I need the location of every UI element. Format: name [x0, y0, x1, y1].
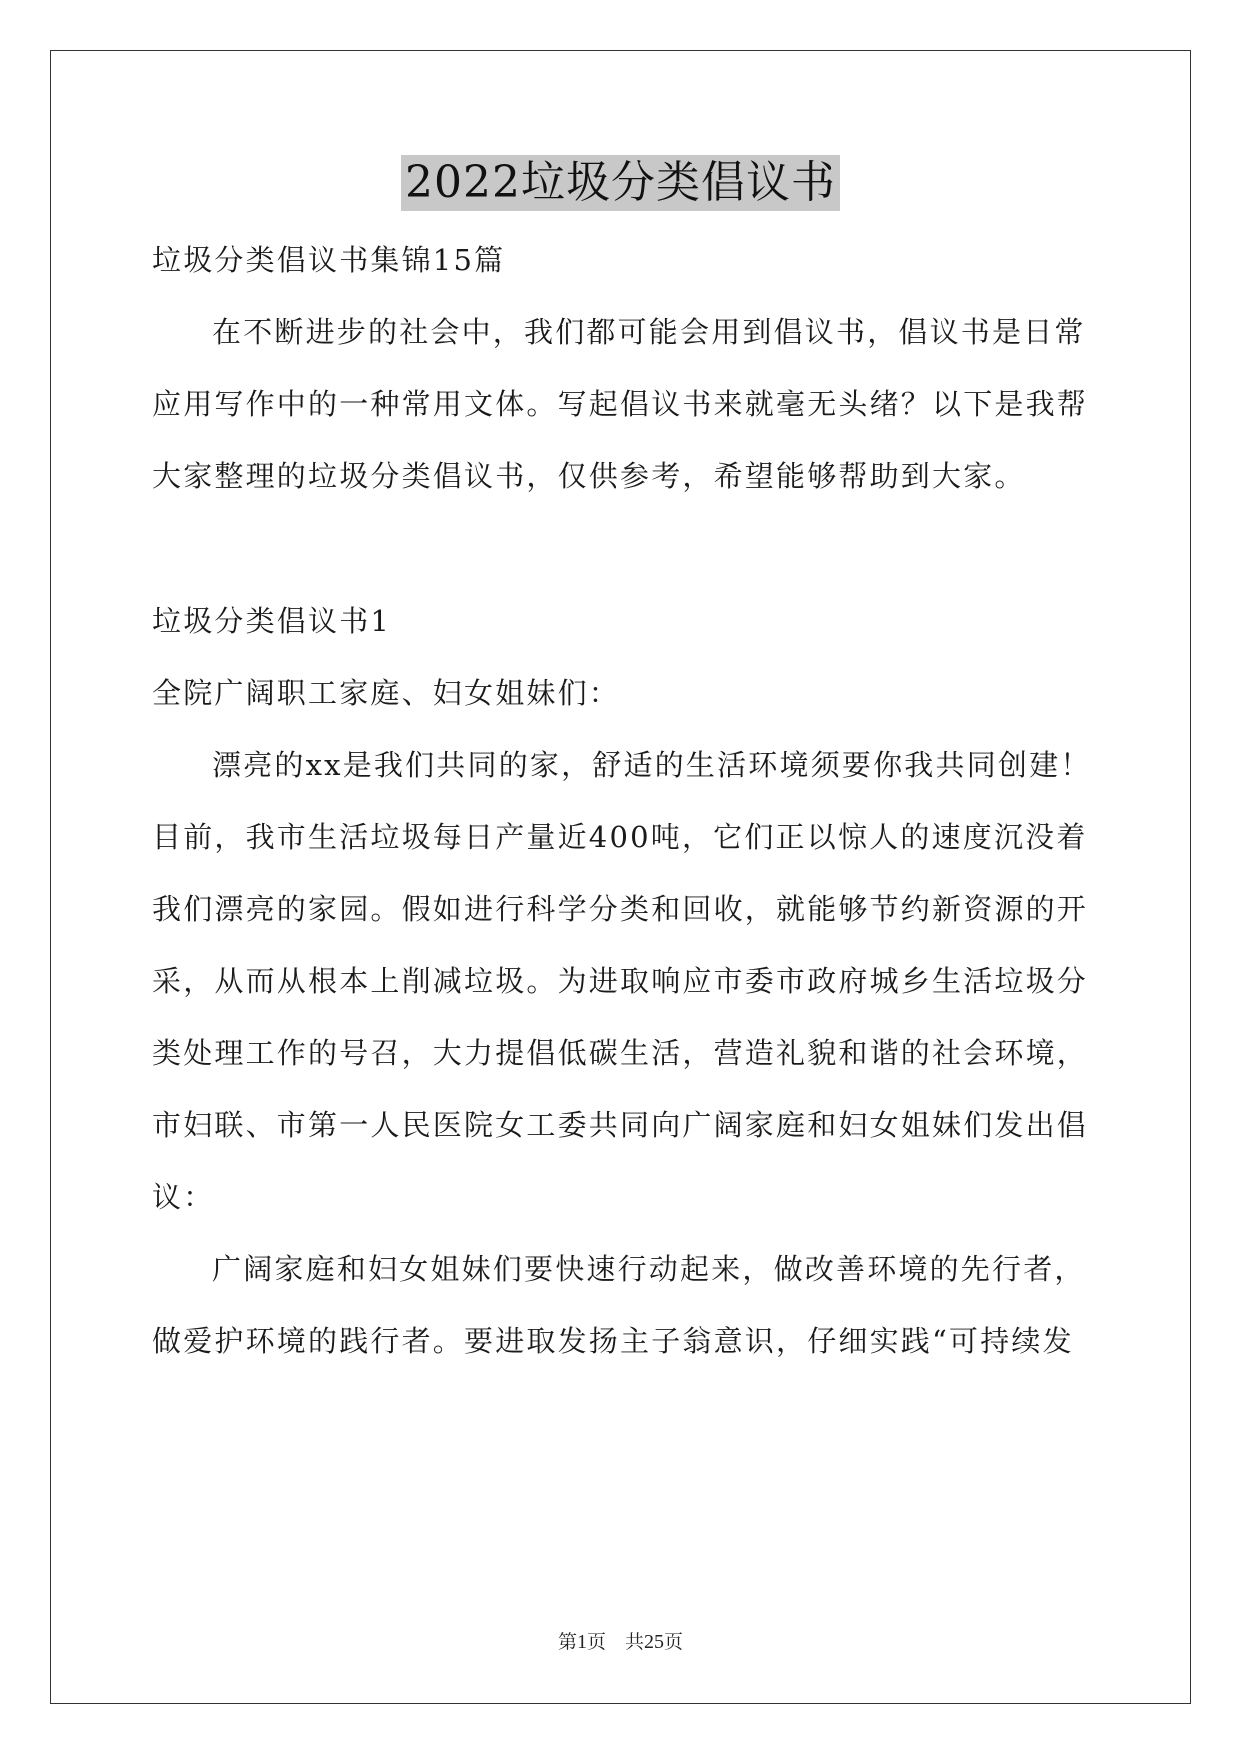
paragraph-line: 大家整理的垃圾分类倡议书，仅供参考，希望能够帮助到大家。 [152, 459, 1026, 493]
paragraph-line: 我们漂亮的家园。假如进行科学分类和回收，就能够节约新资源的开 [152, 892, 1089, 926]
paragraph-line: 市妇联、市第一人民医院女工委共同向广阔家庭和妇女姐妹们发出倡 [152, 1108, 1089, 1142]
footer-middle: 页 共 [586, 1631, 644, 1653]
page-border [50, 50, 1191, 1704]
page-footer [0, 1630, 1241, 1654]
paragraph-line: 目前，我市生活垃圾每日产量近400吨，它们正以惊人的速度沉没着 [152, 820, 1088, 854]
footer-prefix: 第 [557, 1631, 577, 1653]
page-total: 25 [644, 1631, 664, 1653]
section-heading: 垃圾分类倡议书1 [152, 604, 392, 638]
paragraph-line: 做爱护环境的践行者。要进取发扬主子翁意识，仔细实践“可持续发 [152, 1324, 1074, 1358]
title-container [0, 155, 1241, 211]
document-title: 2022垃圾分类倡议书 [401, 155, 840, 211]
paragraph-line: 应用写作中的一种常用文体。写起倡议书来就毫无头绪？以下是我帮 [152, 387, 1089, 421]
paragraph-line: 议： [152, 1180, 215, 1214]
paragraph-line: 广阔家庭和妇女姐妹们要快速行动起来，做改善环境的先行者， [212, 1252, 1086, 1286]
paragraph-line: 类处理工作的号召，大力提倡低碳生活，营造礼貌和谐的社会环境， [152, 1036, 1089, 1070]
paragraph-line: 漂亮的xx是我们共同的家，舒适的生活环境须要你我共同创建！ [212, 748, 1092, 782]
paragraph-line: 采，从而从根本上削减垃圾。为进取响应市委市政府城乡生活垃圾分 [152, 964, 1089, 998]
paragraph-line: 在不断进步的社会中，我们都可能会用到倡议书，倡议书是日常 [212, 315, 1086, 349]
subtitle-line: 垃圾分类倡议书集锦15篇 [152, 243, 506, 277]
footer-suffix: 页 [664, 1631, 684, 1653]
page-number: 1 [576, 1631, 587, 1653]
salutation-line: 全院广阔职工家庭、妇女姐妹们： [152, 676, 621, 710]
